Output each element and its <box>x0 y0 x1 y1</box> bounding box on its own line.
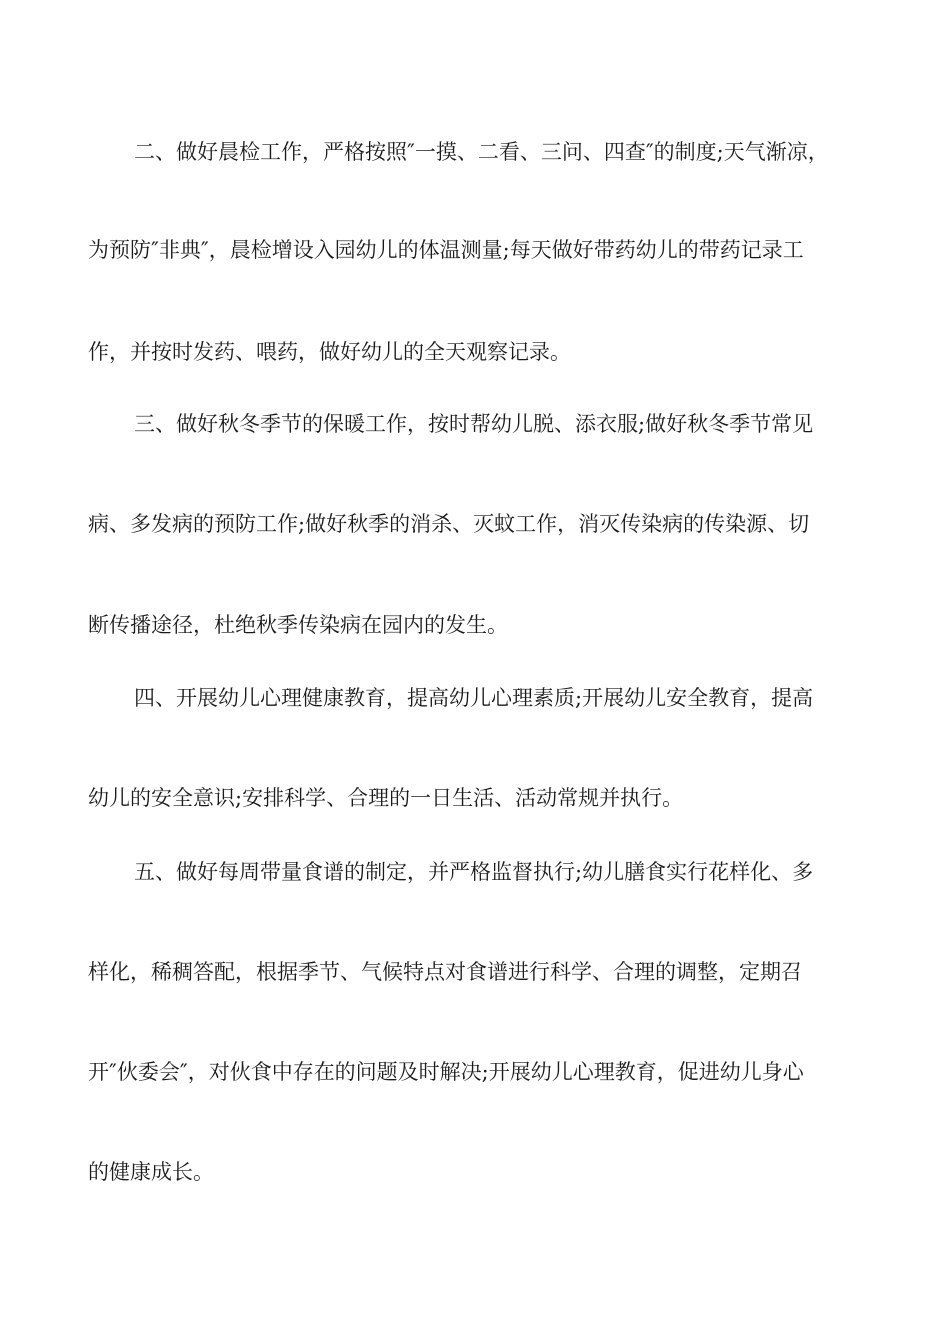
paragraph-2-line-2: 为预防″非典″，晨检增设入园幼儿的体温测量;每天做好带药幼儿的带药记录工 <box>88 238 804 262</box>
paragraph-2-line-1: 二、做好晨检工作，严格按照″一摸、二看、三问、四查″的制度;天气渐凉， <box>134 140 829 164</box>
paragraph-2-line-3: 作，并按时发药、喂药，做好幼儿的全天观察记录。 <box>88 340 571 364</box>
paragraph-5-line-1: 五、做好每周带量食谱的制定，并严格监督执行;幼儿膳食实行花样化、多 <box>134 860 814 884</box>
paragraph-4-line-1: 四、开展幼儿心理健康教育，提高幼儿心理素质;开展幼儿安全教育，提高 <box>134 686 814 710</box>
paragraph-3-line-1: 三、做好秋冬季节的保暖工作，按时帮幼儿脱、添衣服;做好秋冬季节常见 <box>134 412 814 436</box>
paragraph-4-line-2: 幼儿的安全意识;安排科学、合理的一日生活、活动常规并执行。 <box>88 786 684 810</box>
paragraph-3-line-3: 断传播途径，杜绝秋季传染病在园内的发生。 <box>88 613 508 637</box>
paragraph-3-line-2: 病、多发病的预防工作;做好秋季的消杀、灭蚊工作，消灭传染病的传染源、切 <box>88 512 810 536</box>
paragraph-5-line-4: 的健康成长。 <box>88 1160 214 1184</box>
paragraph-5-line-2: 样化，稀稠答配，根据季节、气候特点对食谱进行科学、合理的调整，定期召 <box>88 960 802 984</box>
paragraph-5-line-3: 开″伙委会″，对伙食中存在的问题及时解决;开展幼儿心理教育，促进幼儿身心 <box>88 1060 804 1084</box>
